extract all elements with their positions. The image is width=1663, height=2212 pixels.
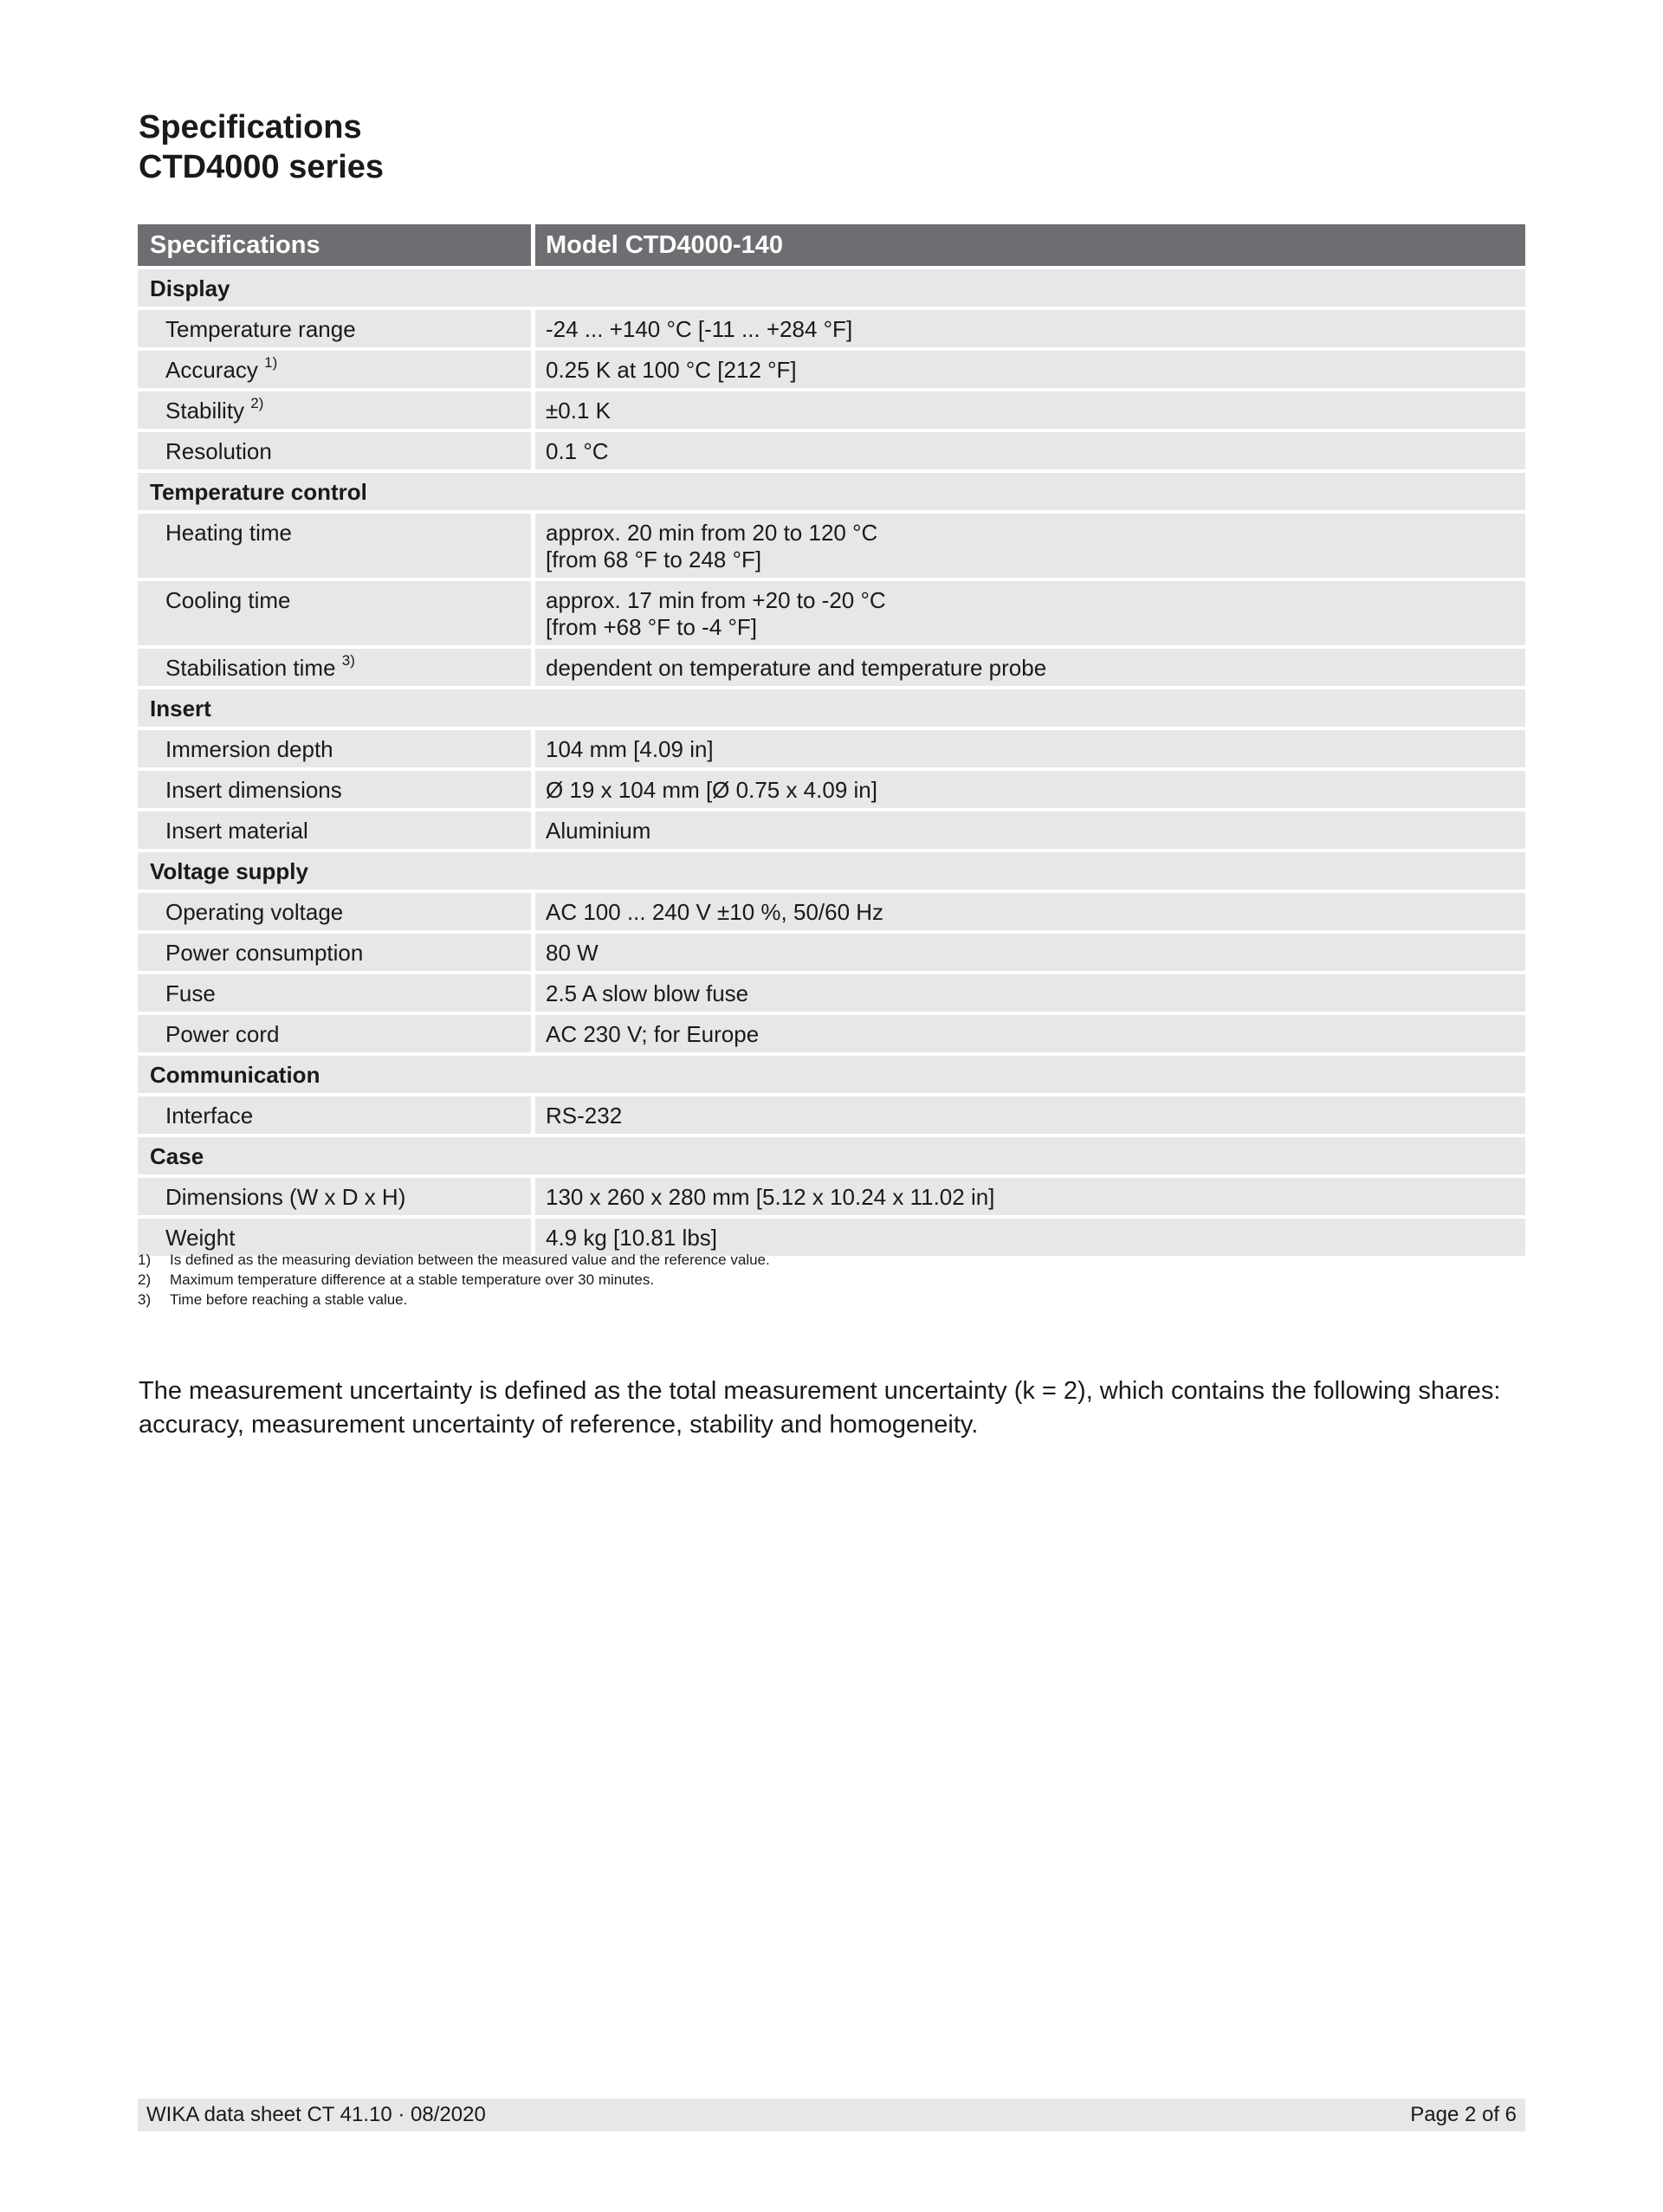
category-voltage-supply: Voltage supply [138,852,1525,889]
table-row [138,1178,1525,1215]
header-specifications: Specifications [138,224,535,266]
table-row [138,730,1525,767]
spec-label-cooling-time: Cooling time [138,581,535,645]
spec-value-temperature-range: -24 ... +140 °C [-11 ... +284 °F] [535,310,1525,347]
category-row-display [138,269,1525,307]
spec-value-interface: RS-232 [535,1096,1525,1134]
category-row-voltage-supply [138,852,1525,889]
spec-value-weight: 4.9 kg [10.81 lbs] [535,1219,1525,1256]
measurement-uncertainty-paragraph: The measurement uncertainty is defined as the total measurement uncertainty (k = 2), which contains the following shares: accuracy, measurement uncertainty of reference, stability and homogeneity. [139,1377,1501,1439]
spec-label-accuracy: Accuracy $^{1)}$ [138,351,535,388]
specifications-table [138,221,1525,1259]
category-temperature-control: Temperature control [138,473,1525,510]
footnote-ref-3: 3) [341,652,355,669]
spec-label-immersion-depth: Immersion depth [138,730,535,767]
spec-value-power-cord: AC 230 V; for Europe [535,1015,1525,1052]
table-header-row [138,224,1525,266]
category-case: Case [138,1137,1525,1174]
spec-label-dimensions: Dimensions (W x D x H) [138,1178,535,1215]
spec-label-power-consumption: Power consumption [138,934,535,971]
footer-page-number: Page 2 of 6 [1410,2103,1517,2126]
spec-value-insert-dimensions: Ø 19 x 104 mm [Ø 0.75 x 4.09 in] [535,771,1525,808]
spec-label-interface: Interface [138,1096,535,1134]
spec-label-temperature-range: Temperature range [138,310,535,347]
footer-data-sheet-ref: WIKA data sheet CT 41.10 · 08/2020 [146,2103,486,2126]
spec-label-fuse: Fuse [138,974,535,1012]
table-row [138,649,1525,686]
table-row [138,934,1525,971]
category-row-case [138,1137,1525,1174]
spec-label-operating-voltage: Operating voltage [138,893,535,930]
page-footer [138,2099,1525,2131]
category-insert: Insert [138,689,1525,727]
footnotes [138,1250,770,1310]
spec-value-heating-time: approx. 20 min from 20 to 120 °C [from 68 °F to 248 °F] [535,514,1525,578]
footnote-number: 1) [138,1252,152,1268]
category-display: Display [138,269,1525,307]
table-row [138,893,1525,930]
spec-value-insert-material: Aluminium [535,812,1525,849]
spec-value-power-consumption: 80 W [535,934,1525,971]
spec-label-insert-material: Insert material [138,812,535,849]
footnote-2 [138,1270,770,1290]
page-title-line2: CTD4000 series [139,149,385,185]
spec-label-stabilisation-time: Stabilisation time $^{3)}$ [138,649,535,686]
spec-value-cooling-time: approx. 17 min from +20 to -20 °C [from +68 °F to -4 °F] [535,581,1525,645]
spec-value-immersion-depth: 104 mm [4.09 in] [535,730,1525,767]
header-model: Model CTD4000-140 [535,224,1525,266]
spec-value-resolution: 0.1 °C [535,432,1525,469]
table-row [138,514,1525,578]
footnote-text: Maximum temperature difference at a stable temperature over 30 minutes. [170,1271,655,1288]
footnote-3 [138,1290,770,1310]
page-title [139,107,384,187]
spec-value-accuracy: 0.25 K at 100 °C [212 °F] [535,351,1525,388]
footnote-ref-1: 1) [264,354,278,372]
spec-label-stability: Stability $^{2)}$ [138,391,535,429]
table-row [138,351,1525,388]
footnote-text: Time before reaching a stable value. [170,1291,408,1308]
spec-value-fuse: 2.5 A slow blow fuse [535,974,1525,1012]
spec-value-stabilisation-time: dependent on temperature and temperature probe [535,649,1525,686]
footnote-1 [138,1250,770,1270]
spec-label-resolution: Resolution [138,432,535,469]
footnote-number: 3) [138,1291,152,1308]
footnote-text: Is defined as the measuring deviation between the measured value and the reference value. [170,1252,770,1268]
spec-label-power-cord: Power cord [138,1015,535,1052]
table-row [138,812,1525,849]
table-row [138,1015,1525,1052]
table-row [138,391,1525,429]
table-row [138,310,1525,347]
spec-value-operating-voltage: AC 100 ... 240 V ±10 %, 50/60 Hz [535,893,1525,930]
category-communication: Communication [138,1056,1525,1093]
spec-label-insert-dimensions: Insert dimensions [138,771,535,808]
footnote-ref-2: 2) [250,395,264,412]
spec-value-stability: ±0.1 K [535,391,1525,429]
category-row-communication [138,1056,1525,1093]
table-row [138,581,1525,645]
table-row [138,974,1525,1012]
spec-label-heating-time: Heating time [138,514,535,578]
table-row [138,771,1525,808]
spec-value-dimensions: 130 x 260 x 280 mm [5.12 x 10.24 x 11.02 in] [535,1178,1525,1215]
category-row-temperature-control [138,473,1525,510]
category-row-insert [138,689,1525,727]
footnote-number: 2) [138,1271,152,1288]
table-row [138,1096,1525,1134]
spec-label-weight: Weight [138,1219,535,1256]
page-title-line1: Specifications [139,109,362,146]
table-row [138,432,1525,469]
